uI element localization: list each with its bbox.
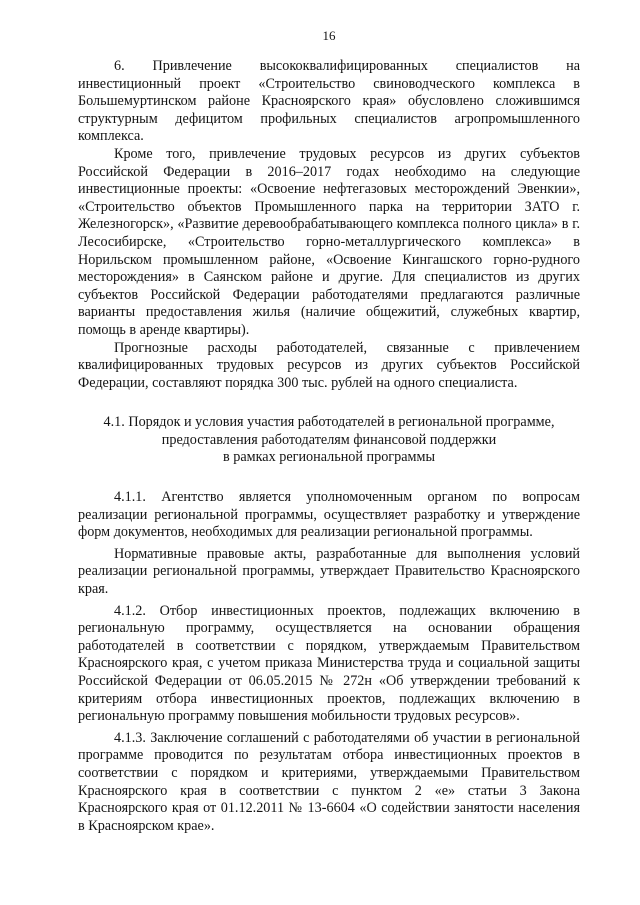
section-heading-4-1: [78, 414, 580, 467]
paragraph-normative-acts: Нормативные правовые акты, разработанные для выполнения условий реализации региональной программы, утверждает Правительство Красноярского края.: [78, 545, 580, 598]
heading-line: 4.1. Порядок и условия участия работодателей в региональной программе,: [103, 414, 555, 431]
paragraph-4-1-3: 4.1.3. Заключение соглашений с работодателями об участии в региональной программе проводится по результатам отбора инвестиционных проектов в соответствии с порядком и критериями, утверждаемыми Правительством Красноярского края в соответствии с пунктом 2 «е» статьи 3 Закона Красноярского края от 01.12.2011 № 13-6604 «О содействии занятости населения в Красноярском крае».: [78, 729, 580, 834]
heading-line: предоставления работодателям финансовой поддержки: [161, 431, 497, 448]
paragraph-projects: Кроме того, привлечение трудовых ресурсов из других субъектов Российской Федерации в 2016–2017 годах необходимо на следующие инвестиционные проекты: «Освоение нефтегазовых месторождений Эвенкии», «Строительство объектов Промышленного парка на территории ЗАТО г. Железногорск», «Развитие деревообрабатывающего комплекса полного цикла» в г. Лесосибирске, «Строительство горно-металлургического комплекса» в Норильском промышленном районе, «Освоение Кингашского горно-рудного месторождения» в Саянском районе и другие. Для специалистов из других субъектов Российской Федерации работодателями предлагаются различные варианты предоставления жилья (наличие общежитий, служебных квартир, помощь в аренде квартиры).: [78, 145, 580, 338]
paragraph-6: 6. Привлечение высококвалифицированных специалистов на инвестиционный проект «Строительство свиноводческого комплекса в Большемуртинском районе Красноярского края» обусловлено сложившимся структурным дефицитом профильных специалистов агропромышленного комплекса.: [78, 58, 580, 145]
paragraph-4-1-2: 4.1.2. Отбор инвестиционных проектов, подлежащих включению в региональную программу, осуществляется на основании обращения работодателей в соответствии с порядком, утверждаемым Правительством Красноярского края, с учетом приказа Министерства труда и социальной защиты Российской Федерации от 06.05.2015 № 272н «Об утверждении требований к критериям отбора инвестиционных проектов, подлежащих включению в региональную программу повышения мобильности трудовых ресурсов».: [78, 602, 580, 725]
paragraph-costs: Прогнозные расходы работодателей, связанные с привлечением квалифицированных трудовых ресурсов из других субъектов Российской Федерации, составляют порядка 300 тыс. рублей на одного специалиста.: [78, 339, 580, 391]
heading-line: в рамках региональной программы: [223, 449, 435, 466]
page-number: 16: [322, 28, 336, 43]
paragraph-4-1-1: 4.1.1. Агентство является уполномоченным органом по вопросам реализации региональной программы, осуществляет разработку и утверждение форм документов, необходимых для реализации региональной программы.: [78, 489, 580, 541]
